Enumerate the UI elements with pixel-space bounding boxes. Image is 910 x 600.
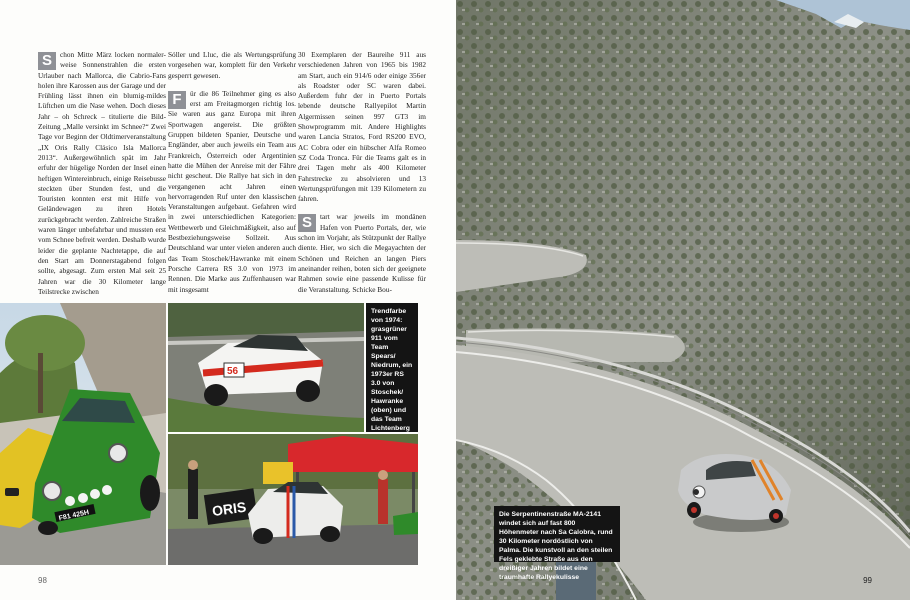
- page-number: 98: [38, 576, 47, 585]
- photo-caption: Trendfarbe von 1974: grasgrüner 911 vom Team Spears/ Niedrum, ein 1973er RS 3.0 von Stoschek/ Hawranke (oben) und das Team Lichtenberg: [366, 303, 418, 432]
- paragraph: S tart war jeweils im mondänen Hafen von Puerto Portals, der, wie schon im Vorjahr, als Stützpunkt der Rallye diente. Hier, wo sich die Megayachten der Schönen und Reichen an langen Piers aneinander reihen, boten sich der geeignete Rahmen sowie eine passende Kulisse für die Veranstaltung. Schicke Bou-: [298, 212, 426, 294]
- license-plate: F81 425H: [58, 509, 90, 523]
- page-number: 99: [863, 576, 872, 585]
- text-column-2: [168, 50, 296, 303]
- photo-start-zone: [168, 434, 418, 565]
- paragraph: 30 Exemplaren der Baureihe 911 aus verschiedenen Jahren von 1965 bis 1982 am Start, auch ein 914/6 oder einige 356er als Roadster oder SC waren dabei. Außerdem fuhr der in Puerto Portals lebende deutsche Rallyepilot Martin Algermissen seinen 997 GT3 im Showprogramm mit. Andere Highlights waren Lancia Stratos, Ford RS200 EVO, AC Cobra oder ein hübscher Alfa Romeo SZ Coda Tronca. Für die Teams galt es in drei Tagen mehr als 400 Kilometer Fahrstrecke zu absolvieren und 13 Wertungsprüfungen mit 139 Kilometern zu fahren.: [298, 50, 426, 204]
- text-column-1: [38, 50, 166, 305]
- right-page: [456, 0, 910, 600]
- race-number: 56: [227, 366, 239, 377]
- photo-white-rs30: [168, 303, 364, 432]
- sponsor-sign-text: ORIS: [211, 498, 248, 520]
- paragraph: Sóller und Lluc, die als Wertungsprüfung vorgesehen war, komplett für den Verkehr gesperrt gewesen.: [168, 50, 296, 80]
- drop-cap: S: [38, 52, 56, 70]
- text-column-3: [298, 50, 426, 303]
- paragraph: S chon Mitte März locken normaler-weise Sonnenstrahlen die ersten Urlauber nach Mallorca, die Cabrio-Fans holen ihre Karossen aus der Garage und der Frühling lässt ihnen ein blumig-mildes Lüftchen um die Nase wehen. Doch dieses Jahr – oh Schreck – titulierte die Bild-Zeitung „Malle versinkt im Schnee?“ Zwei Tage vor Beginn der Oldtimerveranstaltung „IX Oris Rally Clásico Isla Mallorca 2013“. Außergewöhnlich spät im Jahr erfuhr der hügelige Norden der Insel einen heftigen Wintereinbruch, einige Reisebusse steckten über Stunden fest, und die Touristen konnten erst mit Hilfe von Geländewagen zu ihren Hotels zurückgebracht werden. Zahlreiche Straßen waren länger unbefahrbar und mussten erst vom Schnee befreit werden. Deshalb wurde leider die geplante Nachtetappe, die auf den Start am Donnerstagabend folgen sollte, abgesagt. Zum ersten Mal seit 25 Jahren war die 30 Kilometer lange Teilstrecke zwischen: [38, 50, 166, 296]
- drop-cap: S: [298, 214, 316, 232]
- photo-caption: Die Serpentinenstraße MA-2141 windet sich auf fast 800 Höhenmeter nach Sa Calobra, rund 30 Kilometer nordöstlich von Palma. Die kunstvoll an den steilen Fels geklebte Straße aus den dreißiger Jahren bildet eine traumhafte Rallyekulisse: [494, 506, 620, 562]
- drop-cap: F: [168, 91, 186, 109]
- photo-green-911: [0, 303, 166, 565]
- paragraph: F ür die 86 Teilnehmer ging es also erst am Freitagmorgen richtig los. Sie waren aus ganz Europa mit ihren Sportwagen angereist. Die größten Gruppen bildeten Spanier, Deutsche und Engländer, aber auch jeweils ein Team aus Frankreich, Österreich oder Argentinien hatte die Mühen der Anreise mit der Fähre nicht gescheut. Die Rallye hat sich in den vergangenen acht Jahren einen hervorragenden Ruf unter den klassischen Veranstaltungen aufgebaut. Gefahren wird in zwei unterschiedlichen Kategorien: Wettbewerb und Gleichmäßigkeit, also auf Bestbeziehungsweise Sollzeit. Aus Deutschland war unter vielen anderen auch das Team Stoschek/Hawranke mit einem Porsche Carrera RS 3.0 von 1973 im Rennen. Die Marke aus Zuffenhausen war mit insgesamt: [168, 88, 296, 294]
